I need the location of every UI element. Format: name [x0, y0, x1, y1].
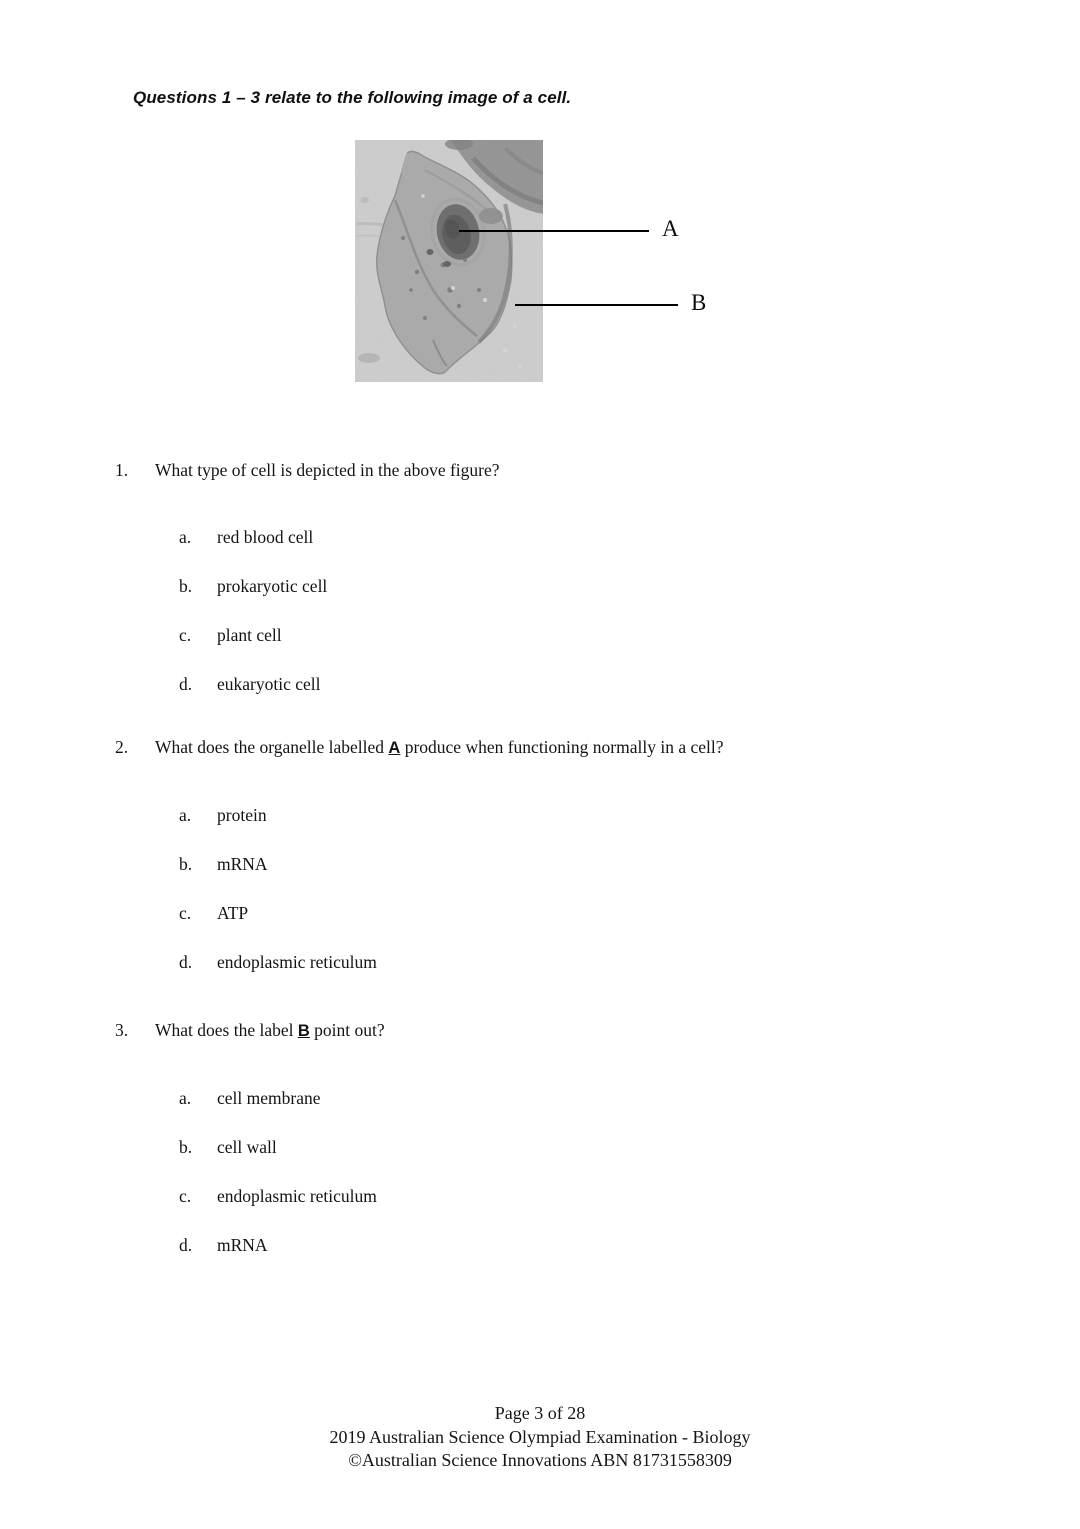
option-text: ATP: [217, 903, 249, 923]
question-text-before: What does the label: [155, 1020, 298, 1040]
cell-micrograph-image: [355, 140, 543, 382]
option-row: [115, 575, 975, 597]
option-letter: d.: [179, 674, 193, 694]
option-text: mRNA: [217, 854, 268, 874]
option-row: [115, 853, 975, 875]
option-letter: a.: [179, 1088, 192, 1108]
option-row: [115, 804, 975, 826]
option-letter: d.: [179, 952, 193, 972]
question-1-line: [115, 459, 975, 481]
label-b-pointer-line: [515, 304, 678, 306]
option-text: prokaryotic cell: [217, 576, 328, 596]
questions-instruction-text: Questions 1 – 3 relate to the following image of a cell.: [133, 88, 572, 107]
option-row: [115, 951, 975, 973]
option-row: [115, 624, 975, 646]
question-1: [115, 459, 975, 695]
footer-exam-title: 2019 Australian Science Olympiad Examination - Biology: [329, 1426, 751, 1447]
question-number: 3.: [115, 1020, 129, 1040]
option-letter: b.: [179, 1137, 193, 1157]
option-letter: a.: [179, 805, 192, 825]
question-emphasis-label: A: [388, 739, 401, 757]
option-row: [115, 1136, 975, 1158]
question-number: 1.: [115, 460, 129, 480]
option-text: protein: [217, 805, 267, 825]
question-text: [155, 736, 975, 759]
question-text-before: What does the organelle labelled: [155, 737, 389, 757]
option-text: endoplasmic reticulum: [217, 1186, 377, 1206]
option-letter: c.: [179, 625, 192, 645]
question-2-options: [115, 804, 975, 973]
footer-page-number: Page 3 of 28: [494, 1403, 586, 1423]
option-letter: a.: [179, 527, 192, 547]
question-3-options: [115, 1087, 975, 1256]
option-text: mRNA: [217, 1235, 268, 1255]
question-3-line: [115, 1019, 975, 1042]
page-footer: [0, 1402, 1080, 1473]
footer-copyright: ©Australian Science Innovations ABN 81731558309: [348, 1450, 732, 1470]
option-letter: b.: [179, 576, 193, 596]
question-text-after: point out?: [309, 1020, 385, 1040]
question-2-line: [115, 736, 975, 759]
question-text-before: What type of cell is depicted in the above figure?: [155, 460, 500, 480]
option-row: [115, 902, 975, 924]
question-1-options: [115, 526, 975, 695]
label-a-pointer-line: [459, 230, 649, 232]
question-text-after: produce when functioning normally in a cell?: [400, 737, 724, 757]
question-text: [155, 1019, 975, 1042]
option-letter: c.: [179, 1186, 192, 1206]
option-row: [115, 673, 975, 695]
option-letter: d.: [179, 1235, 193, 1255]
option-text: cell membrane: [217, 1088, 321, 1108]
option-text: red blood cell: [217, 527, 314, 547]
option-text: eukaryotic cell: [217, 674, 321, 694]
option-letter: c.: [179, 903, 192, 923]
cell-figure: [355, 140, 725, 388]
option-row: [115, 526, 975, 548]
figure-label-a: A: [662, 216, 679, 241]
option-text: plant cell: [217, 625, 282, 645]
option-row: [115, 1185, 975, 1207]
option-row: [115, 1087, 975, 1109]
option-text: endoplasmic reticulum: [217, 952, 377, 972]
question-emphasis-label: B: [297, 1022, 310, 1040]
question-3: [115, 1019, 975, 1256]
figure-label-b: B: [691, 290, 707, 315]
option-letter: b.: [179, 854, 193, 874]
option-text: cell wall: [217, 1137, 277, 1157]
question-2: [115, 736, 975, 973]
question-text: [155, 459, 975, 481]
question-number: 2.: [115, 737, 129, 757]
option-row: [115, 1234, 975, 1256]
